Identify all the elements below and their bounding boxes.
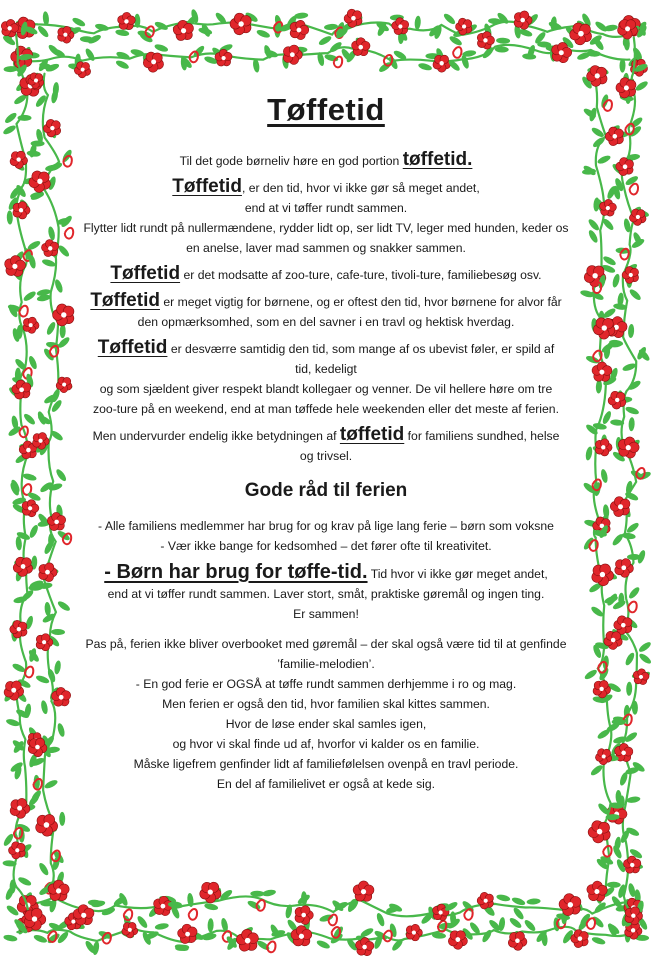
leaf-icon xyxy=(53,660,61,675)
tip-3-emphasis: - Børn har brug for tøffe-tid. xyxy=(104,561,368,583)
leaf-icon xyxy=(3,934,18,942)
leaf-icon xyxy=(496,37,510,44)
wasted-line-3: og som sjældent giver respekt blandt kollegaer og venner. De vil hellere høre om tre xyxy=(99,382,553,396)
leaf-icon xyxy=(632,701,638,715)
leaf-icon xyxy=(5,718,20,728)
leaf-icon xyxy=(624,651,636,666)
leaf-icon xyxy=(316,939,331,950)
leaf-icon xyxy=(60,324,66,338)
opposite-text: er det modsatte af zoo-ture, cafe-ture, tivoli-ture, familiebesøg osv. xyxy=(183,268,542,282)
flower-icon xyxy=(631,667,652,688)
leaf-icon xyxy=(56,600,71,613)
leaf-icon xyxy=(583,668,598,681)
leaf-icon xyxy=(22,412,36,426)
leaf-icon xyxy=(511,896,526,907)
flower-icon xyxy=(44,509,70,535)
leaf-icon xyxy=(460,54,470,69)
leaf-icon xyxy=(625,521,640,534)
leaf-icon xyxy=(638,652,652,665)
leaf-icon xyxy=(619,59,625,73)
leaf-icon xyxy=(207,918,213,932)
important-line-2: den opmærksomhed, som en del savner i en travl og hektisk hverdag. xyxy=(137,315,515,329)
leaf-icon xyxy=(38,862,51,877)
definition-line-4: en anelse, laver mad sammen og snakker sammen. xyxy=(186,241,466,255)
leaf-icon xyxy=(45,321,57,336)
tip-3 xyxy=(72,562,580,584)
vine-stem xyxy=(43,74,59,885)
flower-icon xyxy=(23,317,40,334)
leaf-icon xyxy=(115,29,130,37)
leaf-icon xyxy=(628,417,635,431)
leaf-icon xyxy=(42,347,55,362)
leaf-icon xyxy=(318,34,333,46)
leaf-icon xyxy=(10,879,16,893)
leaf-icon xyxy=(17,876,32,888)
leaf-icon xyxy=(414,15,421,29)
leaf-icon xyxy=(59,812,65,826)
leaf-icon xyxy=(621,532,636,540)
section-heading: Gode råd til ferien xyxy=(244,480,408,501)
health-line-2: og trivsel. xyxy=(299,449,353,463)
leaf-icon xyxy=(36,24,50,38)
keyword-toffetid: Tøffetid xyxy=(110,263,181,284)
leaf-icon xyxy=(607,882,621,888)
paragraph-definition xyxy=(72,177,580,198)
leaf-icon xyxy=(627,554,641,560)
leaf-icon xyxy=(115,59,130,71)
bud-icon xyxy=(334,57,342,68)
poster-content xyxy=(72,88,580,794)
wasted-text: er desværre samtidig den tid, som mange af os ubevist føler, er spild af xyxy=(170,342,555,356)
leaf-icon xyxy=(154,43,169,53)
tip-6: Men ferien er også den tid, hvor familien skal kittes sammen. xyxy=(162,697,490,711)
leaf-icon xyxy=(638,640,652,653)
leaf-icon xyxy=(54,278,65,293)
health-text-2: for familiens sundhed, helse xyxy=(407,429,560,443)
leaf-icon xyxy=(442,12,456,26)
flower-icon xyxy=(13,201,30,219)
intro-text: Til det gode børneliv høre en god portion xyxy=(179,154,400,168)
leaf-icon xyxy=(42,11,49,26)
definition-line-3: Flytter lidt rundt på nullermændene, rydder lidt op, ser lidt TV, leger med hunden, keder os xyxy=(83,221,569,235)
intro-line xyxy=(72,150,580,171)
leaf-icon xyxy=(22,290,37,303)
tip-2: - Vær ikke bange for kedsomhed – det fører ofte til kreativitet. xyxy=(160,539,492,553)
tip-9: Måske ligefrem genfinder lidt af familiefølelsen ovenpå en travl periode. xyxy=(133,757,519,771)
wasted-line-2: tid, kedeligt xyxy=(295,362,357,376)
paragraph-important xyxy=(72,291,580,312)
flower-icon xyxy=(614,557,635,578)
leaf-icon xyxy=(496,893,511,902)
leaf-icon xyxy=(15,536,22,550)
leaf-icon xyxy=(154,922,169,930)
leaf-icon xyxy=(41,258,56,268)
leaf-icon xyxy=(587,229,599,244)
leaf-icon xyxy=(418,62,433,72)
tip-8: og hvor vi skal finde ud af, hvorfor vi kalder os en familie. xyxy=(172,737,480,751)
leaf-icon xyxy=(591,936,606,946)
flower-icon xyxy=(295,905,314,924)
flower-icon xyxy=(594,746,615,767)
leaf-icon xyxy=(28,524,39,539)
tip-3-line-3: Er sammen! xyxy=(293,607,359,621)
paragraph-wasted xyxy=(72,338,580,359)
leaf-icon xyxy=(375,912,386,927)
bud-icon xyxy=(19,306,27,317)
tip-10: En del af familielivet er også at kede sig. xyxy=(216,777,436,791)
leaf-icon xyxy=(35,674,50,685)
tip-1: - Alle familiens medlemmer har brug for og krav på lige lang ferie – børn som voksne xyxy=(98,519,554,533)
definition-line-2: end at vi tøffer rundt sammen. xyxy=(244,201,408,215)
keyword-toffetid: tøffetid. xyxy=(402,149,473,170)
leaf-icon xyxy=(585,446,594,461)
leaf-icon xyxy=(625,405,640,415)
page-title: Tøffetid xyxy=(267,92,385,127)
tip-7: Hvor de løse ender skal samles igen, xyxy=(225,717,427,731)
tip-3-text: Tid hvor vi ikke gør meget andet, xyxy=(370,567,548,581)
leaf-icon xyxy=(495,46,509,52)
flower-icon xyxy=(121,920,140,939)
leaf-icon xyxy=(582,536,595,551)
flower-icon xyxy=(38,562,57,581)
leaf-icon xyxy=(31,140,45,146)
leaf-icon xyxy=(33,933,48,944)
leaf-icon xyxy=(71,16,86,28)
leaf-icon xyxy=(40,700,49,715)
tip-4-line-2: ’familie-melodien’. xyxy=(277,657,375,671)
keyword-toffetid: Tøffetid xyxy=(97,337,168,358)
leaf-icon xyxy=(589,764,604,777)
leaf-icon xyxy=(596,154,611,165)
leaf-icon xyxy=(626,682,632,696)
leaf-icon xyxy=(43,778,58,790)
leaf-icon xyxy=(136,915,149,930)
leaf-icon xyxy=(628,324,635,338)
leaf-icon xyxy=(611,273,620,288)
tip-5: - En god ferie er OGSÅ at tøffe rundt sammen derhjemme i ro og mag. xyxy=(135,677,517,691)
tip-3-line-2: end at vi tøffer rundt sammen. Laver stort, småt, praktiske gøremål og ingen ting. xyxy=(107,587,545,601)
leaf-icon xyxy=(256,28,271,39)
leaf-icon xyxy=(526,898,540,905)
leaf-icon xyxy=(622,362,637,372)
paragraph-health xyxy=(72,425,580,446)
bud-icon xyxy=(453,47,461,58)
leaf-icon xyxy=(2,124,17,136)
leaf-icon xyxy=(44,602,51,616)
leaf-icon xyxy=(51,629,65,635)
leaf-icon xyxy=(628,288,642,302)
bud-icon xyxy=(587,918,595,929)
bud-icon xyxy=(628,602,636,613)
leaf-icon xyxy=(204,902,219,911)
leaf-icon xyxy=(3,111,18,125)
leaf-icon xyxy=(47,226,56,241)
bud-icon xyxy=(464,909,472,920)
flower-icon xyxy=(611,741,636,766)
leaf-icon xyxy=(17,325,23,339)
health-text: Men undervurder endelig ikke betydningen af xyxy=(92,429,337,443)
flower-icon xyxy=(595,439,612,456)
keyword-toffetid: Tøffetid xyxy=(172,176,242,197)
flower-icon xyxy=(406,924,422,941)
bud-icon xyxy=(189,909,197,920)
important-text: er meget vigtig for børnene, og er oftest den tid, hvor børnene for alvor får xyxy=(163,295,562,309)
flower-icon xyxy=(591,562,616,587)
wasted-line-4: zoo-ture på en weekend, end at man tøffede hele weekenden eller det meste af ferien. xyxy=(93,402,559,416)
flower-icon xyxy=(9,797,31,819)
leaf-icon xyxy=(626,796,641,804)
leaf-icon xyxy=(92,941,100,956)
keyword-toffetid: tøffetid xyxy=(339,424,405,445)
flower-icon xyxy=(1,253,29,281)
leaf-icon xyxy=(22,472,37,482)
leaf-icon xyxy=(634,80,649,93)
leaf-icon xyxy=(55,468,68,483)
flower-icon xyxy=(34,812,59,838)
tip-4: Pas på, ferien ikke bliver overbooket med gøremål – der skal også være tid til at genfinde xyxy=(85,637,567,651)
bud-icon xyxy=(630,184,638,195)
leaf-icon xyxy=(56,722,66,737)
leaf-icon xyxy=(587,218,601,232)
keyword-toffetid: Tøffetid xyxy=(90,290,160,311)
leaf-icon xyxy=(57,244,71,258)
flower-icon xyxy=(141,49,167,76)
leaf-icon xyxy=(627,586,641,600)
paragraph-opposite xyxy=(72,264,580,285)
definition-text: , er den tid, hvor vi ikke gør så meget andet, xyxy=(241,181,480,195)
leaf-icon xyxy=(7,210,13,224)
leaf-icon xyxy=(523,918,537,932)
